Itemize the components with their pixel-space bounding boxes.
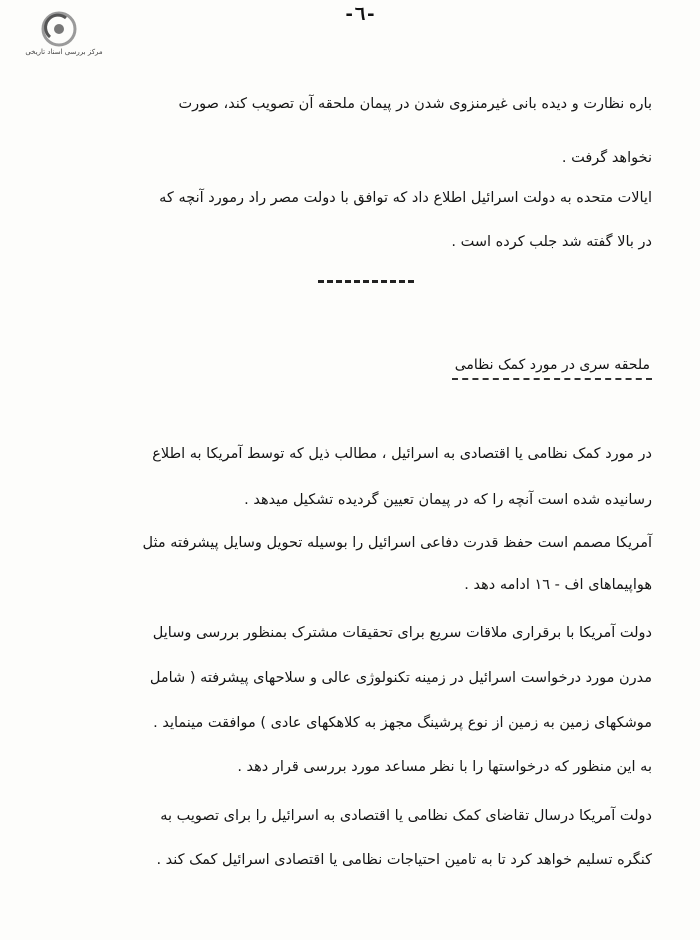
section-paragraph-4-line-1: دولت آمریکا درسال تقاضای کمک نظامی یا اقتصادی به اسرائیل را برای تصویب به: [160, 808, 652, 824]
section-paragraph-3-line-3: موشکهای زمین به زمین از نوع پرشینگ مجهز به کلاهکهای عادی ) موافقت مینماید .: [153, 715, 652, 731]
paragraph-1-line-1: باره نظارت و دیده بانی غیرمنزوی شدن در پیمان ملحقه آن تصویب کند، صورت: [178, 96, 652, 112]
section-paragraph-1-line-1: در مورد کمک نظامی یا اقتصادی به اسرائیل ، مطالب ذیل که توسط آمریکا به اطلاع: [152, 446, 652, 462]
section-paragraph-3-line-2: مدرن مورد درخواست اسرائیل در زمینه تکنولوژی عالی و سلاحهای پیشرفته ( شامل: [149, 670, 652, 686]
paragraph-2-line-2: در بالا گفته شد جلب کرده است .: [451, 234, 652, 250]
paragraph-1-line-2: نخواهد گرفت .: [561, 150, 652, 166]
section-paragraph-3-line-4: به این منظور که درخواستها را با نظر مساعد مورد بررسی قرار دهد .: [237, 759, 652, 775]
page-number: -٦-: [343, 4, 377, 25]
paragraph-2-line-1: ایالات متحده به دولت اسرائیل اطلاع داد که توافق با دولت مصر راد رمورد آنچه که: [159, 190, 652, 206]
section-paragraph-2-line-2: هواپیماهای اف - ۱٦ ادامه دهد .: [464, 577, 652, 593]
section-paragraph-1-line-2: رسانیده شده است آنچه را که در پیمان تعیین گردیده تشکیل میدهد .: [244, 492, 652, 508]
logo-caption: مرکز بررسی اسناد تاریخی: [25, 48, 103, 56]
archive-logo-icon: [40, 10, 78, 48]
section-separator: [318, 280, 414, 283]
heading-underline: [452, 378, 652, 380]
archive-logo: [14, 10, 104, 58]
section-paragraph-4-line-2: کنگره تسلیم خواهد کرد تا به تامین احتیاجات نظامی یا اقتصادی اسرائیل کمک کند .: [156, 852, 652, 868]
section-paragraph-3-line-1: دولت آمریکا با برقراری ملاقات سریع برای تحقیقات مشترک بمنظور بررسی وسایل: [152, 625, 652, 641]
section-heading: ملحقه سری در مورد کمک نظامی: [454, 357, 650, 373]
section-paragraph-2-line-1: آمریکا مصمم است حفظ قدرت دفاعی اسرائیل را بوسیله تحویل وسایل پیشرفته مثل: [142, 535, 652, 551]
